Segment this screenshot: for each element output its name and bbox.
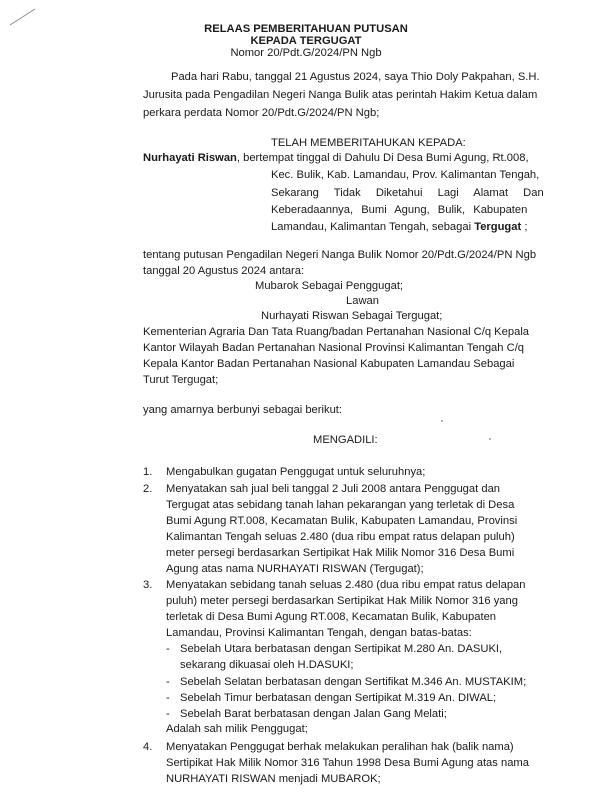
scan-speck — [441, 420, 443, 422]
verdict-item-line: meter persegi berdasarkan Sertipikat Hak Milik Nomor 316 Desa Bumi — [166, 547, 515, 559]
item-number: 2. — [143, 483, 153, 495]
verdict-heading: MENGADILI: — [313, 434, 378, 446]
boundary-dash: - — [166, 643, 170, 655]
boundary-dash: - — [166, 692, 170, 704]
verdict-item-line: Lamandau, Provinsi Kalimantan Tengah, dengan batas-batas: — [166, 627, 472, 639]
notice-heading: TELAH MEMBERITAHUKAN KEPADA: — [271, 137, 466, 149]
verdict-item-line: Menyatakan Penggugat berhak melakukan peralihan hak (balik nama) — [166, 741, 514, 753]
boundary-line: sekarang dikuasai oleh H.DASUKI; — [180, 659, 354, 671]
boundary-dash: - — [166, 708, 170, 720]
document-subtitle: KEPADA TERGUGAT — [250, 35, 362, 47]
opening-line: Jurusita pada Pengadilan Negeri Nanga Bulik atas perintah Hakim Ketua dalam — [143, 89, 538, 101]
verdict-intro: yang amarnya berbunyi sebagai berikut: — [143, 404, 343, 416]
boundary-line: Sebelah Timur berbatasan dengan Sertipikat M.319 An. DIWAL; — [180, 692, 497, 704]
item-number: 4. — [143, 741, 153, 753]
verdict-item-line: Mengabulkan gugatan Penggugat untuk seluruhnya; — [166, 466, 426, 478]
notice-address-start: , bertempat tinggal di Dahulu Di Desa Bumi Agung, Rt.008, — [236, 152, 529, 164]
case-number: Nomor 20/Pdt.G/2024/PN Ngb — [230, 47, 382, 59]
verdict-item-line: Menyatakan sah jual beli tanggal 2 Juli 2008 antara Penggugat dan — [166, 483, 501, 495]
notice-role: Tergugat — [474, 221, 522, 233]
verdict-item-line: Menyatakan sebidang tanah seluas 2.480 (dua ribu empat ratus delapan — [166, 579, 526, 591]
boundary-dash: - — [166, 676, 170, 688]
verdict-item-line: puluh) meter persegi berdasarkan Sertipikat Hak Milik Nomor 316 yang — [166, 595, 518, 607]
verdict-item-line: NURHAYATI RISWAN menjadi MUBAROK; — [166, 773, 381, 785]
ownership-statement: Adalah sah milik Penggugat; — [166, 723, 308, 735]
verdict-item-line: terletak di Desa Bumi Agung RT.008, Kecamatan Bulik, Kabupaten — [166, 611, 497, 623]
notice-address-line: Sekarang Tidak Diketahui Lagi Alamat Dan — [271, 187, 544, 199]
boundary-line: Sebelah Utara berbatasan dengan Sertipikat M.280 An. DASUKI, — [180, 643, 503, 655]
notice-address-line: Kec. Bulik, Kab. Lamandau, Prov. Kalimantan Tengah, — [271, 169, 540, 181]
boundary-line: Sebelah Barat berbatasan dengan Jalan Gang Melati; — [180, 708, 447, 720]
item-number: 3. — [143, 579, 153, 591]
notice-address-last-line: Lamandau, Kalimantan Tengah, sebagai Tergugat ; — [271, 221, 528, 233]
regarding-line: tentang putusan Pengadilan Negeri Nanga Bulik Nomor 20/Pdt.G/2024/PN Ngb — [143, 249, 537, 261]
co-defendant-line: Kantor Wilayah Badan Pertanahan Nasional Provinsi Kalimantan Tengah C/q — [143, 342, 525, 354]
verdict-item-line: Bumi Agung RT.008, Kecamatan Bulik, Kabupaten Lamandau, Provinsi — [166, 515, 518, 527]
boundary-line: Sebelah Selatan berbatasan dengan Sertifikat M.346 An. MUSTAKIM; — [180, 676, 527, 688]
document-title: RELAAS PEMBERITAHUAN PUTUSAN — [204, 23, 408, 35]
co-defendant-line: Turut Tergugat; — [143, 374, 219, 386]
verdict-item-line: Tergugat atas sebidang tanah lahan pekarangan yang terletak di Desa — [166, 499, 515, 511]
scan-speck — [489, 438, 491, 440]
regarding-line: tanggal 20 Agustus 2024 antara: — [143, 265, 305, 277]
co-defendant-line: Kepala Kantor Badan Pertanahan Nasional Kabupaten Lamandau Sebagai — [143, 358, 515, 370]
item-number: 1. — [143, 466, 153, 478]
verdict-item-line: Sertipikat Hak Milik Nomor 316 Tahun 1998 Desa Bumi Agung atas nama — [166, 757, 529, 769]
verdict-item-line: Kalimantan Tengah seluas 2.480 (dua ribu empat ratus delapan puluh) — [166, 531, 515, 543]
opening-line: perkara perdata Nomor 20/Pdt.G/2024/PN Ngb; — [143, 107, 380, 119]
plaintiff-party: Mubarok Sebagai Penggugat; — [255, 280, 404, 292]
opening-line: Pada hari Rabu, tanggal 21 Agustus 2024, saya Thio Doly Pakpahan, S.H. — [171, 71, 540, 83]
co-defendant-line: Kementerian Agraria Dan Tata Ruang/badan Pertanahan Nasional C/q Kepala — [143, 326, 530, 338]
defendant-party: Nurhayati Riswan Sebagai Tergugat; — [261, 310, 443, 322]
verdict-item-line: Agung atas nama NURHAYATI RISWAN (Tergugat); — [166, 563, 424, 575]
defendant-name: Nurhayati Riswan — [143, 152, 237, 164]
notice-first-line — [143, 151, 570, 165]
notice-address-line: Keberadaannya, Bumi Agung, Bulik, Kabupaten — [271, 204, 528, 216]
versus-label: Lawan — [346, 295, 379, 307]
